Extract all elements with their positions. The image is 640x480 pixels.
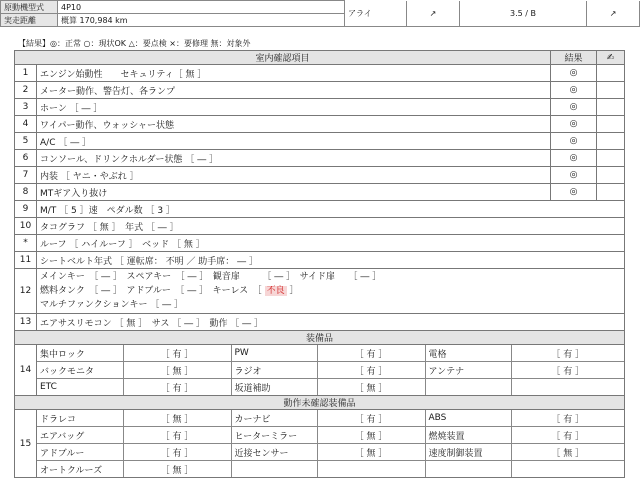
keys-row	[15, 269, 625, 314]
equip-name: 集中ロック	[37, 345, 123, 362]
unconfirmed-grid	[37, 410, 624, 477]
check-row	[15, 201, 625, 218]
equip-value	[511, 461, 624, 478]
alignment-arrow-a: ↗	[407, 1, 460, 27]
check-row	[15, 82, 625, 99]
row-number: 9	[15, 201, 37, 218]
row-number: 14	[15, 345, 37, 396]
check-row	[15, 218, 625, 235]
equip-name: ABS	[425, 410, 511, 427]
row-number: 7	[15, 167, 37, 184]
row-number: 3	[15, 99, 37, 116]
equip-name: 近接センサー	[231, 444, 317, 461]
row-number: 1	[15, 65, 37, 82]
sign-cell	[597, 184, 625, 201]
equip-name: エアバッグ	[37, 427, 123, 444]
alignment-value: 3.5 / B	[459, 1, 586, 27]
unconfirmed-title: 動作未確認装備品	[15, 396, 625, 410]
equip-value: ［ 有 ］	[511, 410, 624, 427]
alignment-label: アライ	[345, 1, 407, 27]
row-text: エアサスリモコン ［ 無 ］ サス ［ ― ］ 動作 ［ ― ］	[37, 314, 625, 331]
row-result: ◎	[551, 99, 597, 116]
sign-cell	[597, 99, 625, 116]
equip-name: アンテナ	[425, 362, 511, 379]
signature-icon: ✍	[597, 51, 625, 65]
mileage-value: 概算 170,984 km	[58, 14, 345, 27]
alignment-arrow-b: ↗	[587, 1, 640, 27]
unconfirmed-row	[15, 410, 625, 478]
row-text: 内装 ［ ヤニ・やぶれ ］	[37, 167, 551, 184]
keyless-defect-flag: 不良	[266, 286, 285, 296]
check-row	[15, 235, 625, 252]
equip-name: バックモニタ	[37, 362, 123, 379]
equip-value: ［ 無 ］	[511, 444, 624, 461]
row-result: ◎	[551, 167, 597, 184]
keys-line-2-close: ］	[289, 286, 299, 296]
equip-value: ［ 有 ］	[317, 345, 425, 362]
check-row	[15, 314, 625, 331]
equip-name: ヒーターミラー	[231, 427, 317, 444]
equip-name	[425, 379, 511, 396]
row-text: シートベルト年式 ［ 運転席： 不明 ／ 助手席： ― ］	[37, 252, 625, 269]
row-number: 11	[15, 252, 37, 269]
row-result: ◎	[551, 184, 597, 201]
row-number: 13	[15, 314, 37, 331]
row-result: ◎	[551, 116, 597, 133]
equip-name: 速度制御装置	[425, 444, 511, 461]
row-text: ホーン ［ ― ］	[37, 99, 551, 116]
check-row	[15, 116, 625, 133]
equip-value: ［ 有 ］	[317, 362, 425, 379]
row-text: コンソール、ドリンクホルダー状態 ［ ― ］	[37, 150, 551, 167]
equip-value	[317, 461, 425, 478]
equip-name: カーナビ	[231, 410, 317, 427]
equip-value: ［ 無 ］	[123, 362, 231, 379]
sign-cell	[597, 116, 625, 133]
check-row	[15, 184, 625, 201]
keys-line-1: メインキー ［ ― ］ スペアキー ［ ― ］ 観音扉 ［ ― ］ サイド扉 ［ ― ］	[40, 272, 382, 282]
equip-name: オートクルーズ	[37, 461, 123, 478]
sign-cell	[597, 133, 625, 150]
result-legend: 【結果】◎：正常 ○：現状OK △：要点検 ×：要修理 無：対象外	[18, 39, 251, 48]
row-text: ワイパー動作、ウォッシャー状態	[37, 116, 551, 133]
check-row	[15, 252, 625, 269]
row-text: メーター動作、警告灯、各ランプ	[37, 82, 551, 99]
equip-value: ［ 有 ］	[123, 444, 231, 461]
row-number: 8	[15, 184, 37, 201]
unconfirmed-grid-cell	[37, 410, 625, 478]
check-row	[15, 150, 625, 167]
equip-name: 電格	[425, 345, 511, 362]
header-result: 結果	[551, 51, 597, 65]
row-number: 10	[15, 218, 37, 235]
interior-check-table	[14, 50, 625, 478]
check-row	[15, 133, 625, 150]
equipment-row	[15, 345, 625, 396]
equip-value: ［ 有 ］	[123, 427, 231, 444]
equip-value: ［ 有 ］	[123, 379, 231, 396]
keys-line-2	[40, 284, 621, 298]
header-title: 室内確認項目	[15, 51, 551, 65]
equip-name: ラジオ	[231, 362, 317, 379]
equipment-header	[15, 331, 625, 345]
equip-value: ［ 無 ］	[317, 444, 425, 461]
check-row	[15, 65, 625, 82]
equip-name: アドブルー	[37, 444, 123, 461]
row-result: ◎	[551, 65, 597, 82]
row-number: 4	[15, 116, 37, 133]
sign-cell	[597, 150, 625, 167]
equip-value: ［ 有 ］	[317, 410, 425, 427]
row-text: A/C ［ ― ］	[37, 133, 551, 150]
equipment-grid-cell	[37, 345, 625, 396]
vehicle-info-table	[0, 0, 640, 30]
row-text: タコグラフ ［ 無 ］ 年式 ［ ― ］	[37, 218, 625, 235]
equip-value: ［ 無 ］	[317, 427, 425, 444]
equip-name	[231, 461, 317, 478]
equip-value	[511, 379, 624, 396]
equip-name: PW	[231, 345, 317, 362]
equipment-grid	[37, 345, 624, 395]
equip-name: ドラレコ	[37, 410, 123, 427]
equip-value: ［ 無 ］	[123, 461, 231, 478]
engine-model-value: 4P10	[58, 1, 345, 14]
equip-name: 坂道補助	[231, 379, 317, 396]
sign-cell	[597, 167, 625, 184]
row-result: ◎	[551, 150, 597, 167]
keys-cell	[37, 269, 625, 314]
row-text: エンジン始動性 セキュリティ［ 無 ］	[37, 65, 551, 82]
equip-name: 燃焼装置	[425, 427, 511, 444]
equip-value: ［ 無 ］	[123, 410, 231, 427]
row-text: ルーフ ［ ハイルーフ ］ ベッド ［ 無 ］	[37, 235, 625, 252]
equip-value: ［ 有 ］	[511, 345, 624, 362]
unconfirmed-header	[15, 396, 625, 410]
equip-value: ［ 無 ］	[317, 379, 425, 396]
sign-cell	[597, 82, 625, 99]
row-number: 2	[15, 82, 37, 99]
row-number: 6	[15, 150, 37, 167]
row-result: ◎	[551, 82, 597, 99]
row-number: 15	[15, 410, 37, 478]
row-text: MTギア入り抜け	[37, 184, 551, 201]
check-row	[15, 99, 625, 116]
equip-name: ETC	[37, 379, 123, 396]
equipment-title: 装備品	[15, 331, 625, 345]
equip-value: ［ 有 ］	[511, 427, 624, 444]
keys-line-2-text: 燃料タンク ［ ― ］ アドブルー ［ ― ］ キーレス ［	[40, 286, 262, 296]
check-row	[15, 167, 625, 184]
sign-cell	[597, 65, 625, 82]
row-number: 12	[15, 269, 37, 314]
equip-value: ［ 有 ］	[123, 345, 231, 362]
mileage-label: 実走距離	[1, 14, 58, 27]
engine-model-label: 原動機型式	[1, 1, 58, 14]
row-text: M/T ［ 5 ］速 ペダル数 ［ 3 ］	[37, 201, 625, 218]
row-number: 5	[15, 133, 37, 150]
equip-name	[425, 461, 511, 478]
row-result: ◎	[551, 133, 597, 150]
table-header	[15, 51, 625, 65]
row-number: *	[15, 235, 37, 252]
equip-value: ［ 有 ］	[511, 362, 624, 379]
keys-line-3: マルチファンクションキー ［ ― ］	[40, 300, 184, 310]
